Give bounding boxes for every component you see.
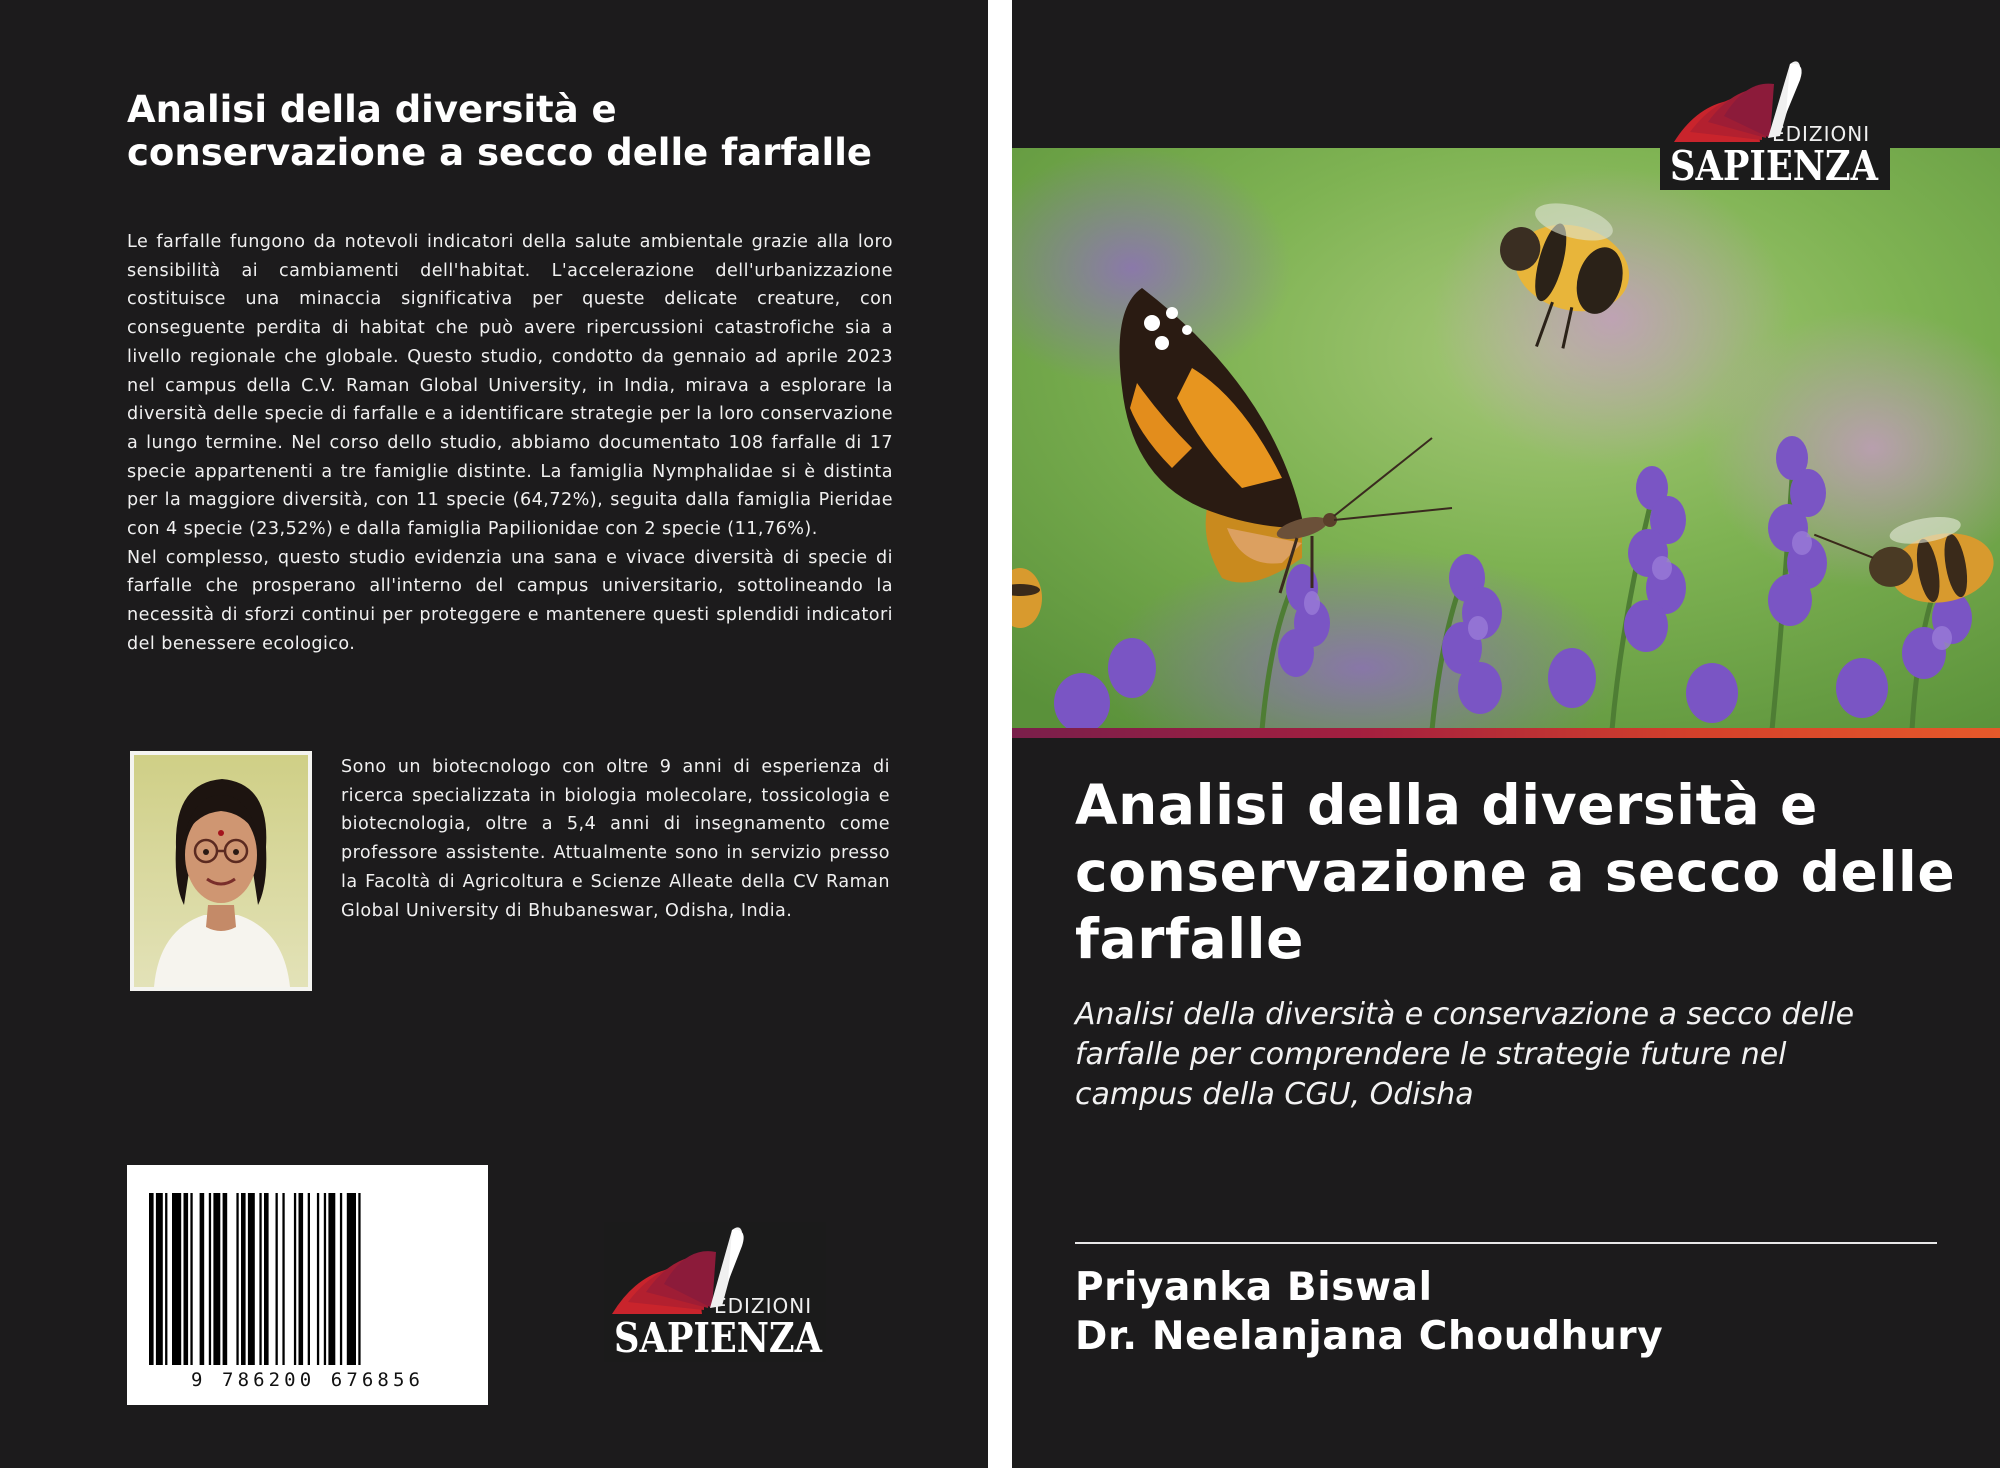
front-cover-title: Analisi della diversità e conservazione a secco delle farfalle — [1075, 773, 1956, 971]
logo-edizioni: EDIZIONI — [1772, 122, 1871, 146]
publisher-logo-back — [604, 1222, 826, 1362]
barcode-bar — [259, 1193, 261, 1365]
author-photo — [130, 751, 312, 991]
cover-illustration — [1012, 148, 2000, 730]
barcode-bar — [149, 1193, 154, 1365]
barcode-bar — [294, 1193, 296, 1365]
barcode-bar — [282, 1193, 284, 1365]
cover-photo-butterfly-bees — [1012, 148, 2000, 730]
accent-strip — [1012, 728, 2000, 738]
back-cover — [0, 0, 988, 1468]
abstract — [127, 228, 893, 659]
abstract-paragraph: Le farfalle fungono da notevoli indicatori della salute ambientale grazie alla loro sensibilità ai cambiamenti dell'habitat. L'accelerazione dell'urbanizzazione costituisce una minaccia significativa per queste delicate creature, con conseguente perdita di habitat che può avere ripercussioni catastrofiche sia a livello regionale che globale. Questo studio, condotto da gennaio ad aprile 2023 nel campus della C.V. Raman Global University, in India, mirava a esplorare la diversità delle specie di farfalle e a identificare strategie per la loro conservazione a lungo termine. Nel corso dello studio, abbiamo documentato 108 farfalle di 17 specie appartenenti a tre famiglie distinte. La famiglia Nymphalidae si è distinta per la maggiore diversità, con 11 specie (64,72%), seguita dalla famiglia Pieridae con 4 specie (23,52%) e dalla famiglia Papilionidae con 2 specie (11,76%). — [127, 232, 893, 540]
barcode-bar — [184, 1193, 189, 1365]
barcode-bar — [172, 1193, 181, 1365]
barcode-bar — [190, 1193, 192, 1365]
barcode-bar — [358, 1193, 360, 1365]
barcode-bar — [299, 1193, 304, 1365]
barcode-bar — [308, 1193, 310, 1365]
back-cover-title: Analisi della diversità e conservazione a secco delle farfalle — [127, 88, 872, 174]
abstract-paragraph: Nel complesso, questo studio evidenzia una sana e vivace diversità di specie di farfalle che prosperano all'interno del campus universitario, sottolineando la necessità di sforzi continui per proteggere e mantenere questi splendidi indicatori del benessere ecologico. — [127, 547, 893, 654]
logo-sapienza: SAPIENZA — [614, 1314, 823, 1362]
barcode-bar — [165, 1193, 167, 1365]
author-portrait-illustration — [134, 755, 308, 987]
barcode-bar — [340, 1193, 342, 1365]
isbn-digits: 9 786200 676856 — [190, 1369, 425, 1391]
logo-edizioni: EDIZIONI — [714, 1294, 813, 1318]
author-name: Dr. Neelanjana Choudhury — [1075, 1314, 1664, 1359]
barcode-bar — [324, 1193, 326, 1365]
front-cover — [1012, 0, 2000, 1468]
barcode-bar — [317, 1193, 319, 1365]
barcode-bar — [223, 1193, 228, 1365]
barcode-bar — [236, 1193, 238, 1365]
barcode-bars — [127, 1165, 488, 1365]
barcode-bar — [200, 1193, 205, 1365]
divider-rule — [1075, 1242, 1937, 1244]
barcode-bar — [156, 1193, 163, 1365]
barcode-bar — [241, 1193, 246, 1365]
front-cover-subtitle: Analisi della diversità e conservazione a secco delle farfalle per comprendere le strategie future nel campus della CGU, Odisha — [1075, 997, 1855, 1112]
publisher-logo-front — [1660, 60, 1890, 190]
barcode-bar — [213, 1193, 220, 1365]
barcode-bar — [347, 1193, 356, 1365]
isbn-barcode — [127, 1165, 488, 1405]
barcode-bar — [276, 1193, 278, 1365]
author-bio: Sono un biotecnologo con oltre 9 anni di esperienza di ricerca specializzata in biologia molecolare, tossicologia e biotecnologia, oltre a 5,4 anni di insegnamento come professore assistente. Attualmente sono in servizio presso la Facoltà di Agricoltura e Scienze Alleate della CV Raman Global University di Bhubaneswar, Odisha, India. — [341, 757, 890, 921]
barcode-bar — [209, 1193, 211, 1365]
author-name: Priyanka Biswal — [1075, 1265, 1433, 1310]
barcode-bar — [264, 1193, 269, 1365]
barcode-bar — [248, 1193, 255, 1365]
barcode-bar — [328, 1193, 335, 1365]
logo-sapienza: SAPIENZA — [1670, 142, 1879, 190]
